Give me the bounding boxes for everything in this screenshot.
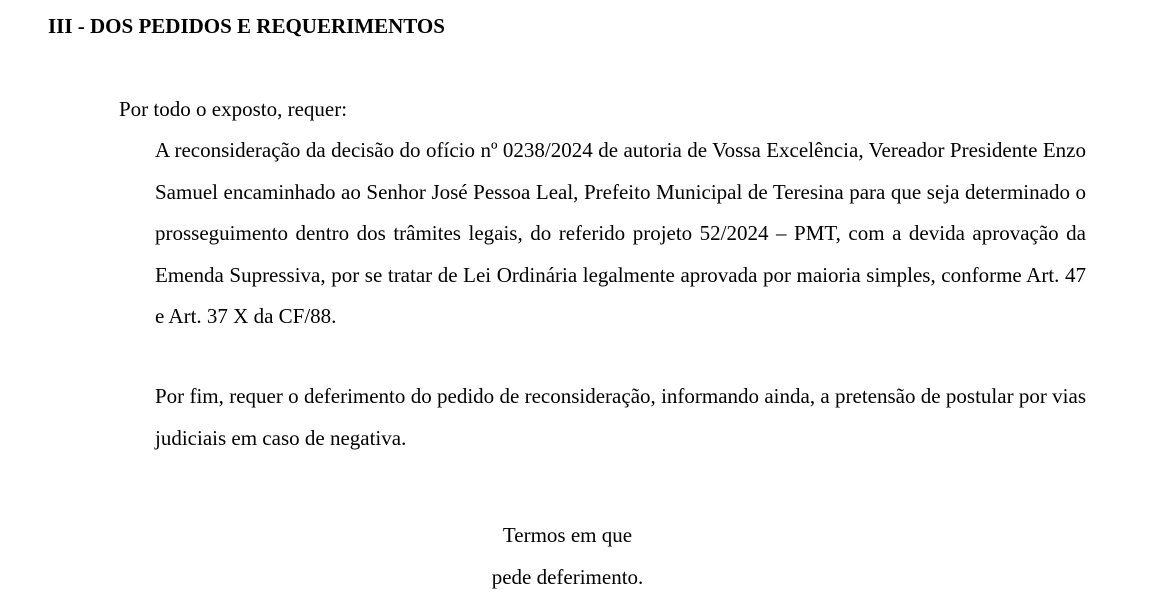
- section-heading: III - DOS PEDIDOS E REQUERIMENTOS: [48, 14, 445, 38]
- intro-line: Por todo o exposto, requer:: [119, 97, 348, 121]
- closing-line-2: pede deferimento.: [491, 565, 644, 589]
- paragraph-request: A reconsideração da decisão do ofício nº 0238/2024 de autoria de Vossa Excelência, Vereador Presidente Enzo Samuel encaminhado ao Senhor José Pessoa Leal, Prefeito Municipal de Teresina para que seja determinado o prosseguimento dentro dos trâmites legais, do referido projeto 52/2024 – PMT, com a devida aprovação da Emenda Supressiva, por se tratar de Lei Ordinária legalmente aprovada por maioria simples, conforme Art. 47 e Art. 37 X da CF/88.: [155, 138, 1086, 328]
- paragraph-final-request: Por fim, requer o deferimento do pedido de reconsideração, informando ainda, a pretensão de postular por vias judiciais em caso de negativa.: [155, 384, 1086, 450]
- closing-line-1: Termos em que: [502, 523, 633, 547]
